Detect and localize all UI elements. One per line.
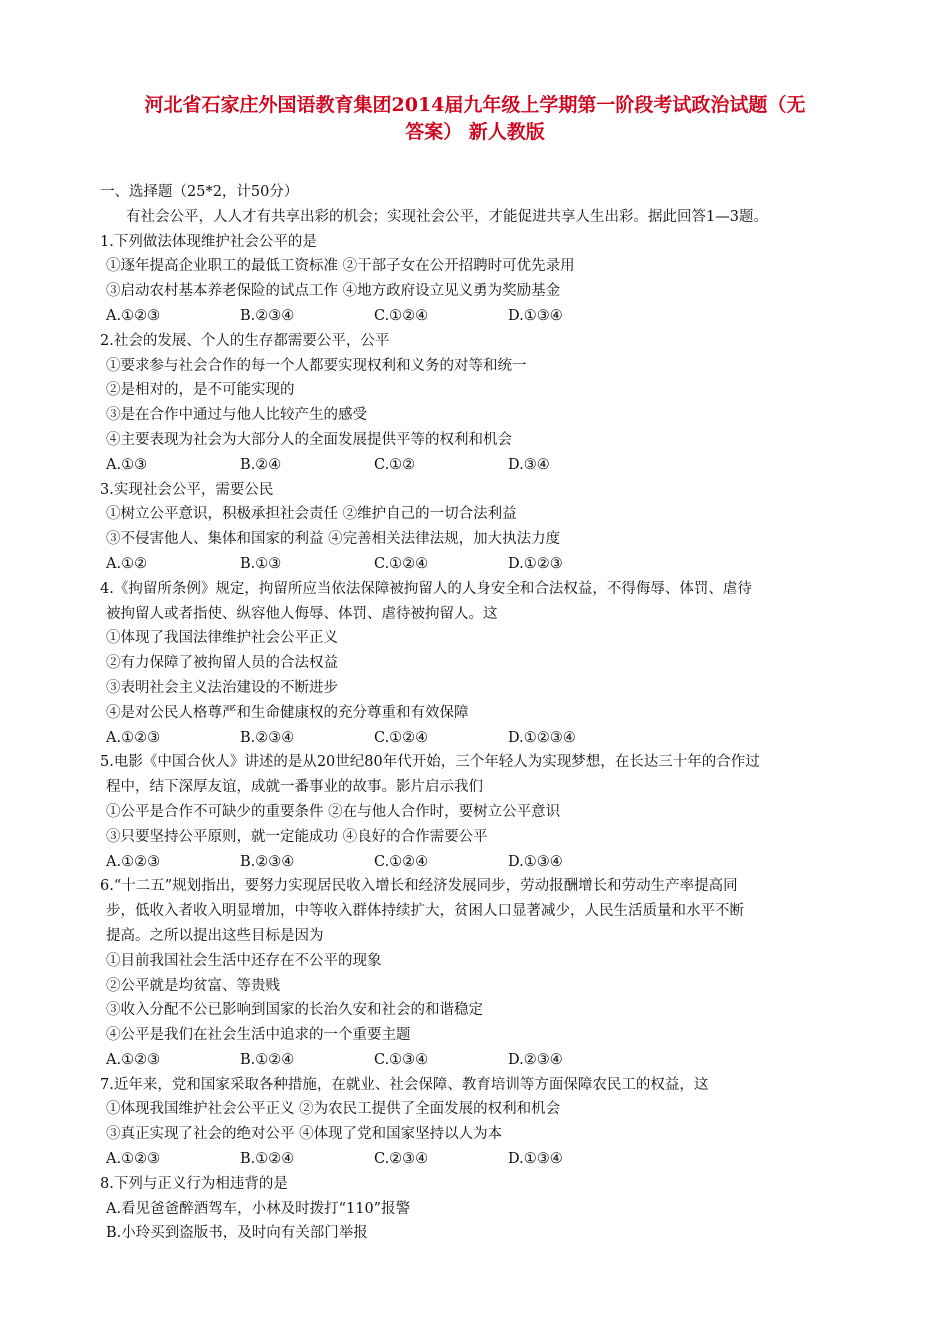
q1-options — [100, 304, 890, 329]
q2-statement-1: ①要求参与社会合作的每一个人都要实现权利和义务的对等和统一 — [106, 357, 527, 374]
q1-option-d: D.①③④ — [508, 307, 563, 324]
q3-option-c: C.①②④ — [374, 555, 429, 572]
q7-option-b: B.①②④ — [240, 1151, 295, 1168]
q1-statements-2: ③启动农村基本养老保险的试点工作 ④地方政府设立见义勇为奖励基金 — [106, 283, 561, 300]
q4-option-d: D.①②③④ — [508, 729, 576, 746]
q2-option-a: A.①③ — [106, 456, 148, 473]
q8-stem: 8.下列与正义行为相违背的是 — [100, 1175, 288, 1192]
q3-statements-2: ③不侵害他人、集体和国家的利益 ④完善相关法律法规，加大执法力度 — [106, 531, 561, 548]
q2-option-d: D.③④ — [508, 456, 550, 473]
q5-stem-2: 程中，结下深厚友谊，成就一番事业的故事。影片启示我们 — [106, 779, 483, 796]
q1-option-b: B.②③④ — [240, 307, 295, 324]
q4-stem-1: 4.《拘留所条例》规定，拘留所应当依法保障被拘留人的人身安全和合法权益，不得侮辱、体罚、虐待 — [100, 580, 752, 597]
title-line-1: 河北省石家庄外国语教育集团2014届九年级上学期第一阶段考试政治试题（无 — [144, 94, 806, 116]
q3-option-a: A.①② — [106, 555, 148, 572]
q4-options — [100, 726, 890, 751]
q7-stem: 7.近年来，党和国家采取各种措施，在就业、社会保障、教育培训等方面保障农民工的权益，这 — [100, 1076, 709, 1093]
q3-statements-1: ①树立公平意识，积极承担社会责任 ②维护自己的一切合法利益 — [106, 506, 517, 523]
q2-options — [100, 453, 890, 478]
q3-option-b: B.①③ — [240, 555, 282, 572]
q5-options — [100, 850, 890, 875]
q2-option-c: C.①② — [374, 456, 416, 473]
q6-option-a: A.①②③ — [106, 1051, 161, 1068]
q6-statement-1: ①目前我国社会生活中还存在不公平的现象 — [106, 952, 382, 969]
q5-option-c: C.①②④ — [374, 853, 429, 870]
intro-text: 有社会公平，人人才有共享出彩的机会；实现社会公平，才能促进共享人生出彩。据此回答1—3题。 — [126, 208, 768, 225]
q1-option-c: C.①②④ — [374, 307, 429, 324]
q3-options — [100, 552, 890, 577]
q5-option-d: D.①③④ — [508, 853, 563, 870]
q6-statement-4: ④公平是我们在社会生活中追求的一个重要主题 — [106, 1027, 411, 1044]
q4-option-b: B.②③④ — [240, 729, 295, 746]
q6-stem-2: 步，低收入者收入明显增加，中等收入群体持续扩大，贫困人口显著减少，人民生活质量和水平不断 — [106, 903, 744, 920]
q1-statements-1: ①逐年提高企业职工的最低工资标准 ②干部子女在公开招聘时可优先录用 — [106, 258, 575, 275]
document-title — [70, 92, 880, 146]
q3-option-d: D.①②③ — [508, 555, 563, 572]
q6-statement-2: ②公平就是均贫富、等贵贱 — [106, 977, 280, 994]
q6-option-d: D.②③④ — [508, 1051, 563, 1068]
title-line-2: 答案） 新人教版 — [405, 121, 545, 143]
q4-statement-4: ④是对公民人格尊严和生命健康权的充分尊重和有效保障 — [106, 704, 469, 721]
q4-option-a: A.①②③ — [106, 729, 161, 746]
q5-stem-1: 5.电影《中国合伙人》讲述的是从20世纪80年代开始，三个年轻人为实现梦想，在长达三十年的合作过 — [100, 754, 760, 771]
q6-statement-3: ③收入分配不公已影响到国家的长治久安和社会的和谐稳定 — [106, 1002, 483, 1019]
q4-statement-3: ③表明社会主义法治建设的不断进步 — [106, 679, 338, 696]
q6-option-c: C.①③④ — [374, 1051, 429, 1068]
q6-stem-3: 提高。之所以提出这些目标是因为 — [106, 927, 324, 944]
q2-stem: 2.社会的发展、个人的生存都需要公平，公平 — [100, 332, 390, 349]
q8-option-a: A.看见爸爸醉酒驾车，小林及时拨打“110”报警 — [106, 1200, 411, 1217]
q4-option-c: C.①②④ — [374, 729, 429, 746]
q4-statement-2: ②有力保障了被拘留人员的合法权益 — [106, 655, 338, 672]
question-body — [100, 180, 890, 1246]
q7-options — [100, 1147, 890, 1172]
q2-option-b: B.②④ — [240, 456, 282, 473]
q4-statement-1: ①体现了我国法律维护社会公平正义 — [106, 630, 338, 647]
q6-stem-1: 6.“十二五”规划指出，要努力实现居民收入增长和经济发展同步，劳动报酬增长和劳动生产率提高同 — [100, 878, 738, 895]
q5-statements-2: ③只要坚持公平原则，就一定能成功 ④良好的合作需要公平 — [106, 828, 488, 845]
q3-stem: 3.实现社会公平，需要公民 — [100, 481, 274, 498]
section-heading: 一、选择题（25*2，计50分） — [100, 184, 299, 200]
q6-option-b: B.①②④ — [240, 1051, 295, 1068]
q5-statements-1: ①公平是合作不可缺少的重要条件 ②在与他人合作时，要树立公平意识 — [106, 803, 561, 820]
q4-stem-2: 被拘留人或者指使、纵容他人侮辱、体罚、虐待被拘留人。这 — [106, 605, 498, 622]
q1-option-a: A.①②③ — [106, 307, 161, 324]
q1-stem: 1.下列做法体现维护社会公平的是 — [100, 233, 317, 250]
q2-statement-4: ④主要表现为社会为大部分人的全面发展提供平等的权利和机会 — [106, 431, 512, 448]
q7-option-c: C.②③④ — [374, 1151, 429, 1168]
q2-statement-3: ③是在合作中通过与他人比较产生的感受 — [106, 407, 367, 424]
q8-option-b: B.小玲买到盗版书，及时向有关部门举报 — [106, 1225, 368, 1242]
q2-statement-2: ②是相对的，是不可能实现的 — [106, 382, 295, 399]
q6-options — [100, 1048, 890, 1073]
q7-option-a: A.①②③ — [106, 1151, 161, 1168]
q7-statements-2: ③真正实现了社会的绝对公平 ④体现了党和国家坚持以人为本 — [106, 1126, 503, 1143]
q7-option-d: D.①③④ — [508, 1151, 563, 1168]
q5-option-a: A.①②③ — [106, 853, 161, 870]
q5-option-b: B.②③④ — [240, 853, 295, 870]
q7-statements-1: ①体现我国维护社会公平正义 ②为农民工提供了全面发展的权利和机会 — [106, 1101, 561, 1118]
